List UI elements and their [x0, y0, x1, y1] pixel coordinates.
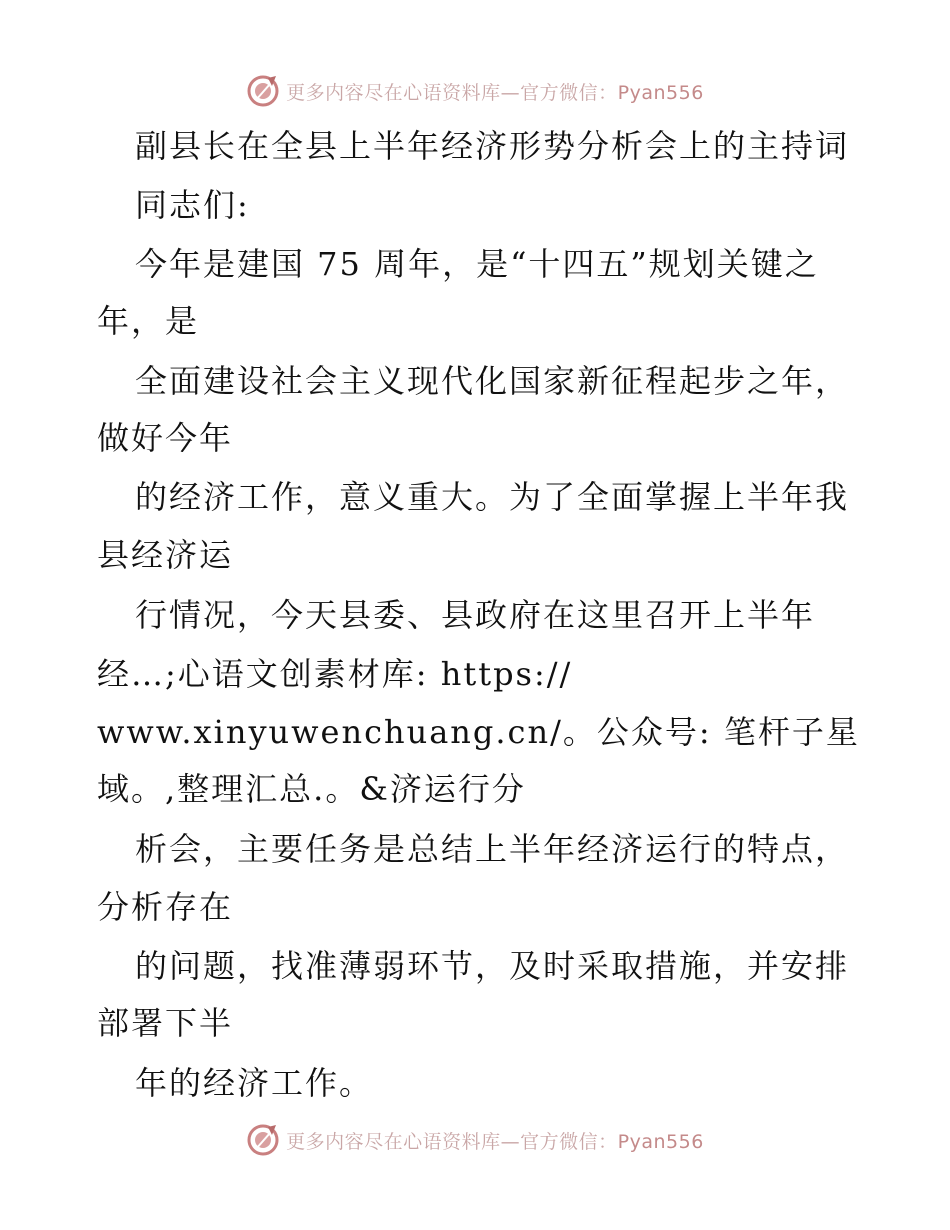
- wechat-id: Pyan556: [617, 81, 704, 104]
- text-line: 全面建设社会主义现代化国家新征程起步之年，: [135, 362, 850, 400]
- text-line: 做好今年: [97, 419, 234, 457]
- text-line: 经…;心语文创素材库: https://: [97, 655, 573, 693]
- text-line: 行情况，今天县委、县政府在这里召开上半年: [135, 596, 816, 634]
- text-line: 的经济工作，意义重大。为了全面掌握上半年我: [135, 478, 850, 516]
- text-line: 部署下半: [97, 1004, 234, 1042]
- wechat-id: Pyan556: [617, 1130, 704, 1153]
- document-title: 副县长在全县上半年经济形势分析会上的主持词: [135, 127, 850, 165]
- text-line: 年的经济工作。: [135, 1064, 374, 1102]
- footer-watermark: [0, 1120, 950, 1160]
- text-line: 析会，主要任务是总结上半年经济运行的特点，: [135, 830, 850, 868]
- text-line: 的问题，找准薄弱环节，及时采取措施，并安排: [135, 947, 850, 985]
- text-line: 县经济运: [97, 536, 234, 574]
- text-line: 域。,整理汇总.。&济运行分: [97, 770, 526, 808]
- text-line: 同志们:: [135, 186, 250, 224]
- text-line: 年，是: [97, 302, 200, 340]
- watermark-text: 更多内容尽在心语资料库—官方微信：Pyan556: [286, 81, 704, 104]
- watermark-text: 更多内容尽在心语资料库—官方微信：Pyan556: [286, 1130, 704, 1153]
- pen-logo-icon: [246, 1123, 280, 1157]
- text-line: 今年是建国 75 周年，是“十四五”规划关键之: [135, 245, 819, 283]
- text-line: 分析存在: [97, 888, 234, 926]
- text-line: www.xinyuwenchuang.cn/。公众号: 笔杆子星: [97, 713, 860, 751]
